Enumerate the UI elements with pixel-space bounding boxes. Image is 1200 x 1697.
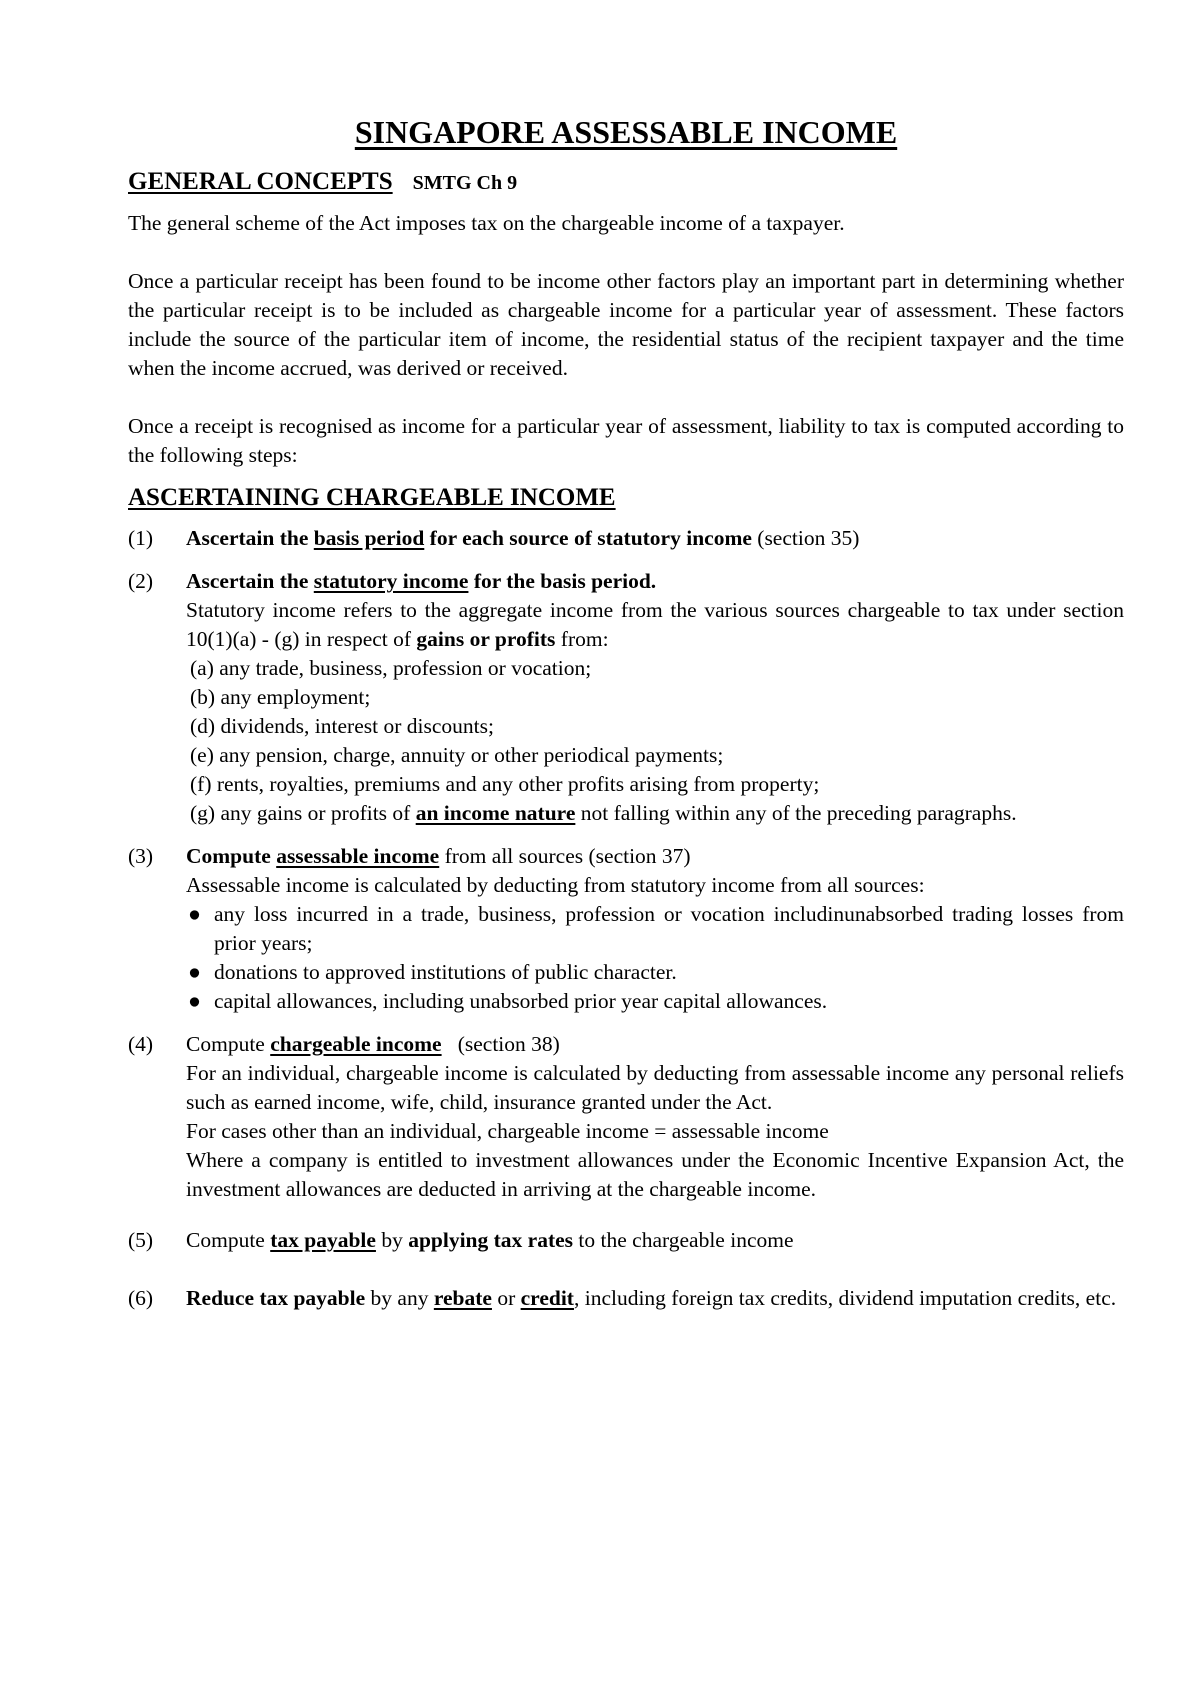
step-3-description: Assessable income is calculated by deducting from statutory income from all sources: bbox=[186, 873, 925, 897]
step-5-term: tax payable bbox=[270, 1228, 376, 1252]
step-1-ref: (section 35) bbox=[751, 526, 860, 550]
step-3-ref: from all sources (section 37) bbox=[439, 844, 691, 868]
step-6-bold: Reduce tax payable bbox=[186, 1286, 366, 1310]
deduction-list bbox=[186, 900, 1124, 1016]
step-2 bbox=[128, 567, 1124, 828]
bullet-icon: ● bbox=[188, 989, 201, 1013]
step-3-text-a: Compute bbox=[186, 844, 277, 868]
step-number: (6) bbox=[128, 1286, 154, 1310]
step-1-text-a: Ascertain the bbox=[186, 526, 314, 550]
step-6-term-rebate: rebate bbox=[433, 1286, 492, 1310]
ascertaining-heading: ASCERTAINING CHARGEABLE INCOME bbox=[128, 484, 616, 511]
step-2-term: statutory income bbox=[313, 569, 469, 593]
list-item bbox=[186, 987, 1124, 1016]
bullet-icon: ● bbox=[188, 960, 201, 984]
step-1-term: basis period bbox=[313, 526, 425, 550]
paragraph-3: Once a receipt is recognised as income for a particular year of assessment, liability to tax is computed according to the following steps: bbox=[128, 414, 1124, 467]
step-4-term: chargeable income bbox=[270, 1032, 442, 1056]
step-1-text-b: for each source of statutory income bbox=[424, 526, 752, 550]
step-4-line-3: Where a company is entitled to investment allowances under the Economic Incentive Expansion Act, the investment allowances are deducted in arriving at the chargeable income. bbox=[186, 1148, 1124, 1201]
step-2-desc-a: Statutory income refers to the aggregate income from the various sources chargeable to tax under section 10(1)(a) - (g) in respect of bbox=[186, 598, 1124, 651]
step-5 bbox=[128, 1226, 1124, 1255]
bullet-icon: ● bbox=[188, 902, 201, 926]
item-g-term: an income nature bbox=[415, 801, 576, 825]
list-item: (a) any trade, business, profession or vocation; bbox=[190, 656, 592, 680]
step-5-bold: applying tax rates bbox=[408, 1228, 574, 1252]
step-6-text-d: , including foreign tax credits, dividend imputation credits, etc. bbox=[573, 1286, 1117, 1310]
step-5-text-c: to the chargeable income bbox=[573, 1228, 794, 1252]
step-6-text-c: or bbox=[491, 1286, 521, 1310]
step-number: (1) bbox=[128, 526, 154, 550]
page-title: SINGAPORE ASSESSABLE INCOME bbox=[354, 114, 898, 150]
step-5-text-b: by bbox=[375, 1228, 409, 1252]
bullet-text: capital allowances, including unabsorbed prior year capital allowances. bbox=[214, 989, 828, 1013]
bullet-text: donations to approved institutions of public character. bbox=[214, 960, 677, 984]
step-2-text-a: Ascertain the bbox=[186, 569, 314, 593]
item-g-text-b: not falling within any of the preceding paragraphs. bbox=[575, 801, 1017, 825]
step-4-line-2: For cases other than an individual, chargeable income = assessable income bbox=[186, 1119, 829, 1143]
step-2-description bbox=[186, 596, 1124, 654]
list-item: (e) any pension, charge, annuity or other periodical payments; bbox=[190, 743, 724, 767]
step-4-text-a: Compute bbox=[186, 1032, 271, 1056]
item-g-text-a: (g) any gains or profits of bbox=[190, 801, 416, 825]
list-item: (b) any employment; bbox=[190, 685, 371, 709]
list-item: (f) rents, royalties, premiums and any other profits arising from property; bbox=[190, 772, 820, 796]
step-number: (4) bbox=[128, 1032, 154, 1056]
general-concepts-heading: GENERAL CONCEPTS bbox=[128, 168, 393, 195]
step-number: (2) bbox=[128, 569, 154, 593]
step-number: (5) bbox=[128, 1228, 154, 1252]
step-2-text-b: for the basis period. bbox=[468, 569, 657, 593]
section-heading-general bbox=[128, 166, 1124, 199]
bullet-text: any loss incurred in a trade, business, profession or vocation includinunabsorbed trading losses from prior years; bbox=[214, 902, 1124, 955]
list-item bbox=[186, 958, 1124, 987]
paragraph-2: Once a particular receipt has been found to be income other factors play an important part in determining whether the particular receipt is to be included as chargeable income for a particular year of assessment. These factors include the source of the particular item of income, the residential status of the recipient taxpayer and the time when the income accrued, was derived or received. bbox=[128, 269, 1124, 380]
step-4-line-1: For an individual, chargeable income is calculated by deducting from assessable income any personal reliefs such as earned income, wife, child, insurance granted under the Act. bbox=[186, 1061, 1124, 1114]
document-page bbox=[128, 112, 1124, 1327]
list-item bbox=[190, 799, 1124, 828]
section-heading-ascertaining bbox=[128, 482, 1124, 514]
step-number: (3) bbox=[128, 844, 154, 868]
step-2-desc-b: gains or profits bbox=[416, 627, 556, 651]
list-item bbox=[186, 900, 1124, 958]
step-6 bbox=[128, 1284, 1124, 1313]
step-6-term-credit: credit bbox=[520, 1286, 574, 1310]
step-4 bbox=[128, 1030, 1124, 1204]
list-item: (d) dividends, interest or discounts; bbox=[190, 714, 494, 738]
paragraph-1: The general scheme of the Act imposes tax on the chargeable income of a taxpayer. bbox=[128, 211, 845, 235]
step-1 bbox=[128, 524, 1124, 553]
step-3-term: assessable income bbox=[276, 844, 440, 868]
general-concepts-ref: SMTG Ch 9 bbox=[412, 172, 518, 194]
step-4-ref: (section 38) bbox=[441, 1032, 560, 1056]
step-6-text-b: by any bbox=[365, 1286, 434, 1310]
step-3 bbox=[128, 842, 1124, 1016]
step-5-text-a: Compute bbox=[186, 1228, 271, 1252]
step-2-desc-c: from: bbox=[555, 627, 609, 651]
income-source-list bbox=[186, 654, 1124, 828]
